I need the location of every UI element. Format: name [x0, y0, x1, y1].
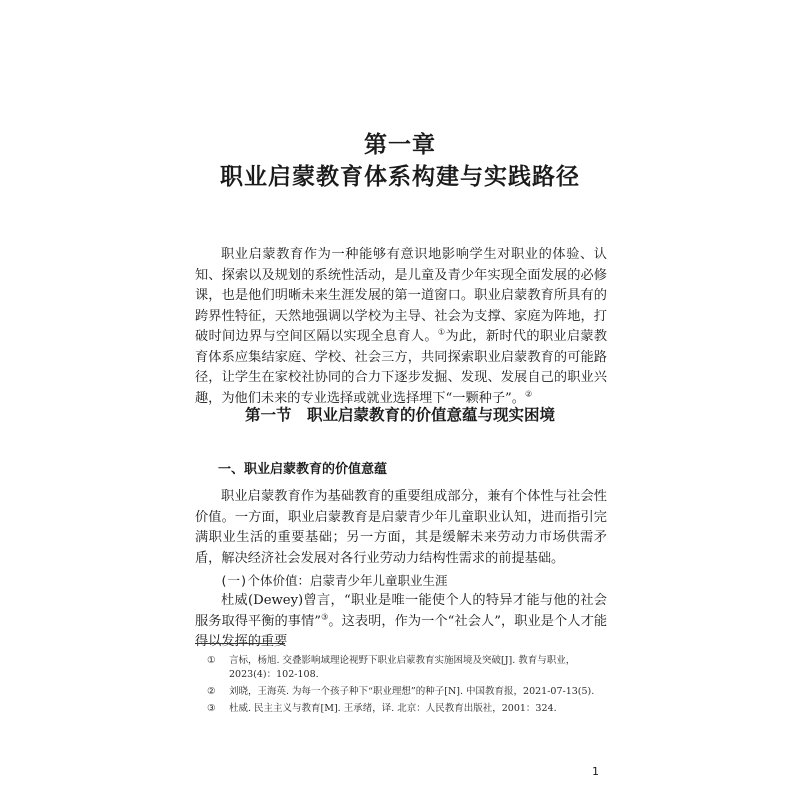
section-title: 第一节 职业启蒙教育的价值意蕴与现实困境 — [244, 406, 555, 424]
intro-paragraph — [195, 245, 607, 409]
footnote-ref-1[interactable]: ① — [437, 327, 446, 337]
footnote-divider — [195, 643, 285, 644]
chapter-title: 职业启蒙教育体系构建与实践路径 — [220, 163, 580, 190]
footnote-text: 刘晓，王海英. 为每一个孩子种下“职业理想”的种子[N]. 中国教育报，2021-07-13(5). — [229, 686, 595, 697]
footnote-mark: ① — [207, 655, 216, 666]
intro-text-a: 职业启蒙教育作为一种能够有意识地影响学生对职业的体验、认知、探索以及规划的系统性活动，是儿童及青少年实现全面发展的必修课，也是他们明晰未来生涯发展的第一道窗口。职业启蒙教育所具有的跨界性特征，天然地强调以学校为主导、社会为支撑、家庭为阵地，打破时间边界与空间区隔以实现全息育人。 — [195, 247, 607, 344]
footnote-item — [195, 685, 607, 699]
footnote-text: 杜威. 民主主义与教育[M]. 王承绪，译. 北京：人民教育出版社，2001：324. — [229, 703, 557, 714]
subsub-text-a: 杜威(Dewey)曾言，“职业是唯一能使个人的特异才能与他的社会服务取得平衡的事情” — [195, 593, 607, 629]
footnote-mark: ③ — [207, 703, 216, 714]
footnote-text: 言标，杨旭. 交叠影响域理论视野下职业启蒙教育实施困境及突破[J]. 教育与职业，2023(4)：102-108. — [229, 655, 576, 680]
footnotes — [195, 654, 607, 719]
footnote-item — [195, 654, 607, 682]
subsub-text-b: 。这表明，作为一个“社会人”，职业是个人才能得以发挥的重要 — [195, 613, 608, 649]
subsection-title: 一、职业启蒙教育的价值意蕴 — [218, 462, 388, 477]
subsection-paragraph: 职业启蒙教育作为基础教育的重要组成部分，兼有个体性与社会性价值。一方面，职业启蒙教育是启蒙青少年儿童职业认知，进而指引完满职业生活的重要基础；另一方面，其是缓解未来劳动力市场供需矛盾，解决经济社会发展对各行业劳动力结构性需求的前提基础。 — [195, 489, 607, 566]
footnote-ref-2[interactable]: ② — [524, 389, 533, 399]
subsubsection-title: (一)个体价值：启蒙青少年儿童职业生涯 — [220, 573, 448, 588]
footnote-item — [195, 702, 607, 716]
intro-text-b: 为此，新时代的职业启蒙教育体系应集结家庭、学校、社会三方，共同探索职业启蒙教育的可能路径，让学生在家校社协同的合力下逐步发掘、发现、发展自己的职业兴趣，为他们未来的专业选择或就业选择埋下“一颗种子”。 — [195, 329, 608, 406]
page-number: 1 — [592, 765, 599, 778]
footnote-ref-3[interactable]: ③ — [321, 612, 329, 622]
chapter-label: 第一章 — [364, 131, 436, 158]
footnote-mark: ② — [207, 686, 216, 697]
